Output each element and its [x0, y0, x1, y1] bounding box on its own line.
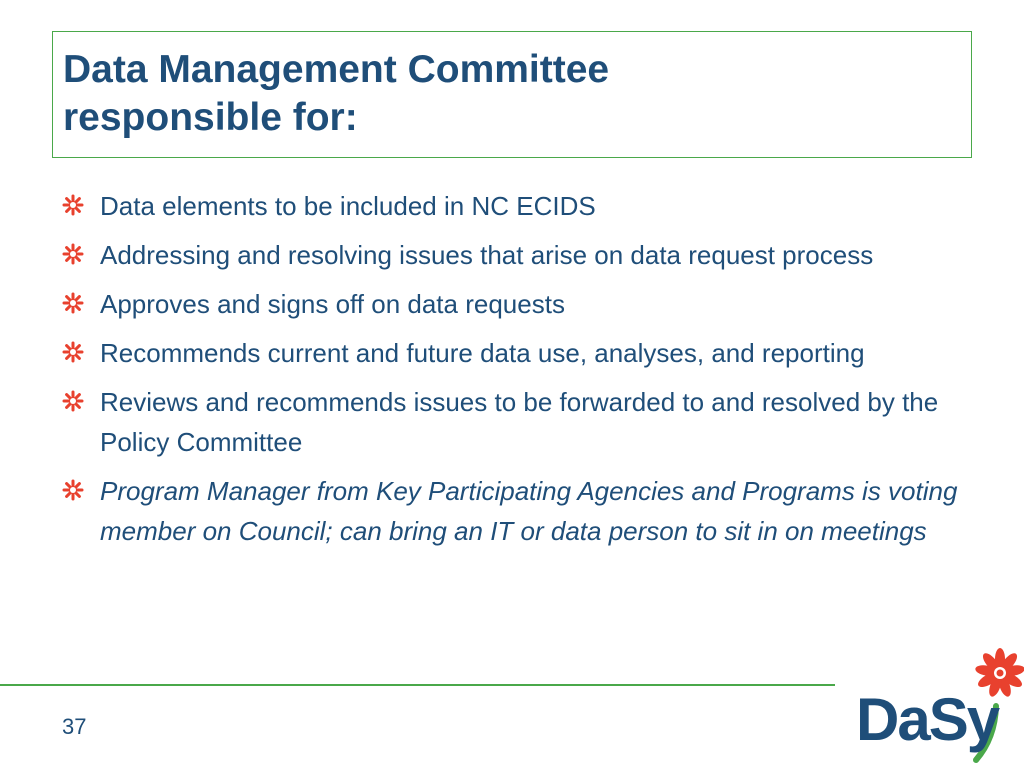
bullet-text: Approves and signs off on data requests [100, 289, 565, 319]
bullet-text: Data elements to be included in NC ECIDS [100, 191, 596, 221]
asterisk-flower-icon [62, 243, 84, 265]
slide-title [63, 46, 961, 142]
title-box [52, 31, 972, 158]
bullet-item [62, 284, 962, 324]
bullet-item [62, 382, 962, 462]
dasy-logo [852, 646, 1024, 764]
bullet-text: Reviews and recommends issues to be forwarded to and resolved by the Policy Committee [100, 387, 939, 457]
bullet-text: Addressing and resolving issues that arise on data request process [100, 240, 874, 270]
bullet-text: Program Manager from Key Participating Agencies and Programs is voting member on Council; can bring an IT or data person to sit in on meetings [100, 476, 958, 546]
title-line-2: responsible for: [63, 96, 358, 139]
asterisk-flower-icon [62, 479, 84, 501]
bullet-item [62, 235, 962, 275]
bullet-list [62, 186, 962, 560]
bullet-item [62, 186, 962, 226]
asterisk-flower-icon [62, 292, 84, 314]
bullet-item [62, 471, 962, 551]
asterisk-flower-icon [62, 194, 84, 216]
page-number: 37 [62, 714, 87, 739]
logo-text: DaSy [856, 686, 999, 753]
bullet-item [62, 333, 962, 373]
bullet-text: Recommends current and future data use, analyses, and reporting [100, 338, 865, 368]
footer-divider [0, 684, 835, 686]
asterisk-flower-icon [62, 341, 84, 363]
title-line-1: Data Management Committee [63, 48, 610, 91]
asterisk-flower-icon [62, 390, 84, 412]
